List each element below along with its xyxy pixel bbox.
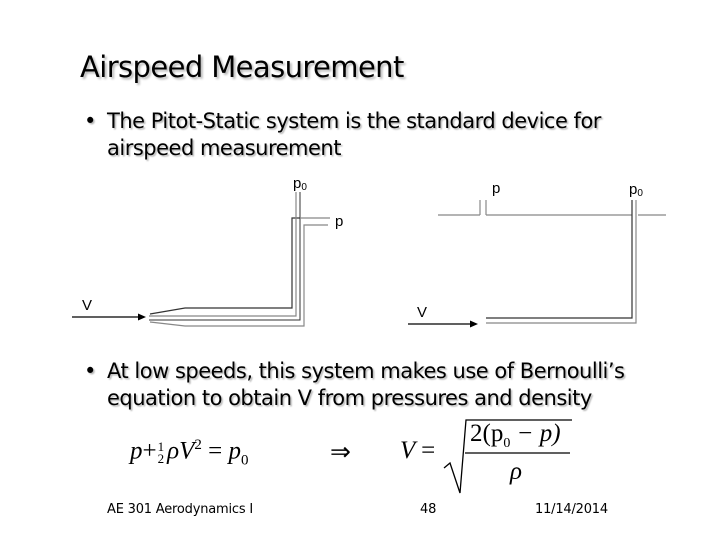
velocity-result-lhs: V = bbox=[400, 437, 436, 464]
bullet-line: airspeed measurement bbox=[107, 136, 341, 160]
bernoulli-equation: p+ 1 2 $\rho V^2 = p_0$ bbox=[130, 437, 249, 469]
right-static-pressure-label: p bbox=[492, 180, 501, 197]
bullet-line: At low speeds, this system makes use of Bernoulli’s bbox=[107, 359, 625, 383]
right-velocity-label: V bbox=[417, 304, 428, 321]
footer-page-number: 48 bbox=[420, 502, 437, 517]
implies-arrow: ⇒ bbox=[330, 439, 351, 466]
sqrt-denominator: ρ bbox=[510, 458, 522, 485]
left-total-pressure-label: $p_0$ bbox=[293, 175, 307, 193]
bullet-line: equation to obtain V from pressures and density bbox=[107, 386, 592, 410]
footer-date: 11/14/2014 bbox=[535, 502, 608, 517]
right-total-pressure-label: $p_0$ bbox=[629, 181, 643, 199]
one-half-fraction: 1 2 bbox=[157, 438, 165, 466]
left-velocity-label: V bbox=[82, 297, 93, 314]
left-static-pressure-label: p bbox=[335, 213, 344, 230]
bullet-symbol: • bbox=[84, 109, 96, 133]
slide-title: Airspeed Measurement bbox=[80, 50, 404, 84]
sqrt-numerator: $2(p_0 - p)$ bbox=[470, 420, 561, 451]
bullet-symbol: • bbox=[84, 359, 96, 383]
footer-course: AE 301 Aerodynamics I bbox=[107, 502, 253, 517]
bullet-line: The Pitot-Static system is the standard device for bbox=[107, 109, 601, 133]
